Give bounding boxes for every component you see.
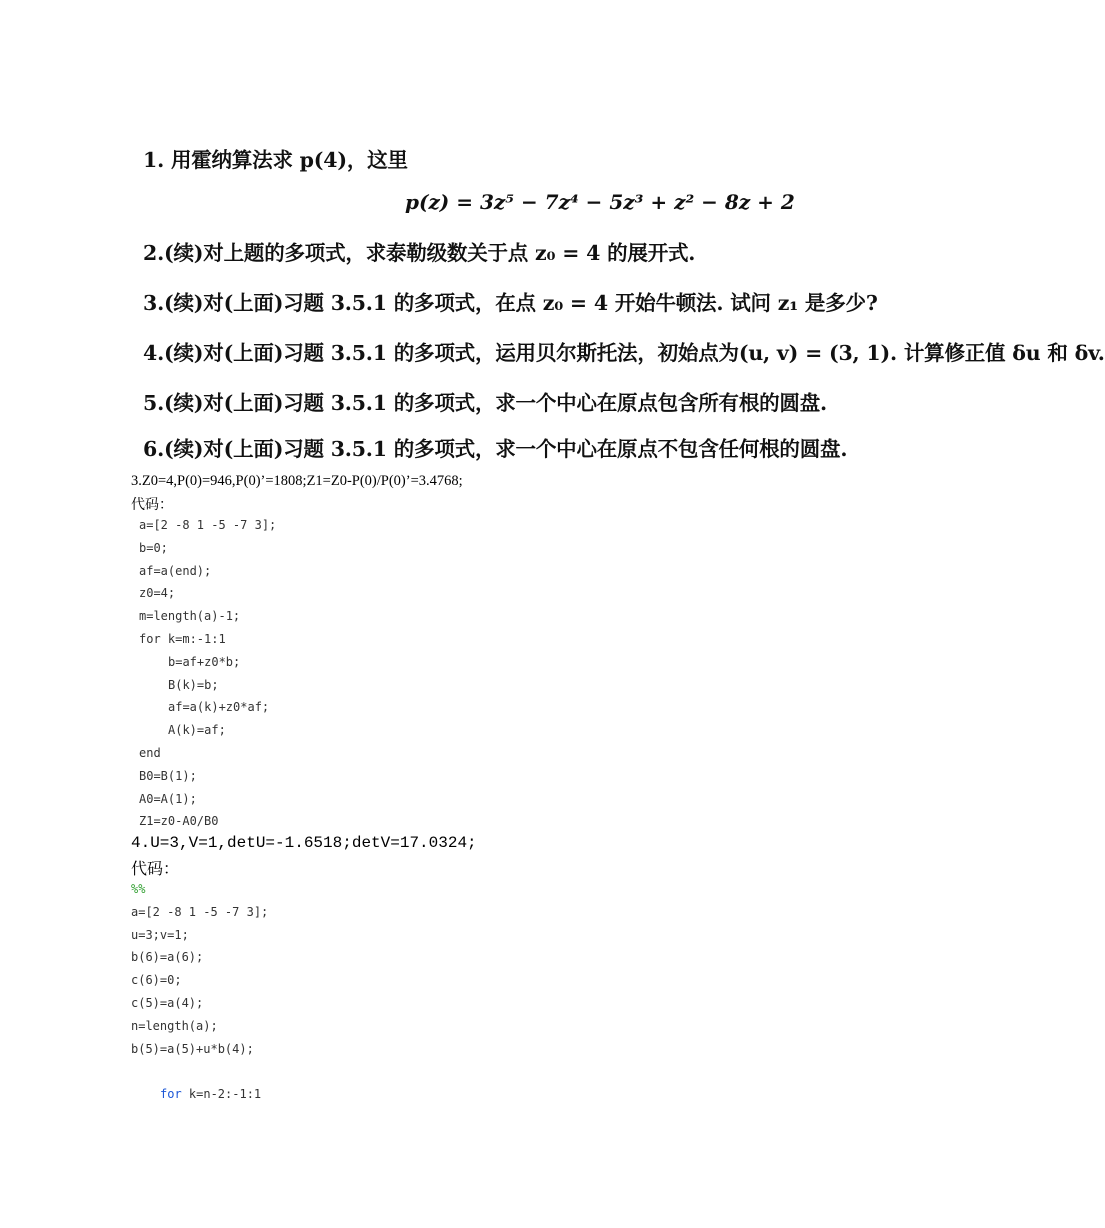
code-line: b=af+z0*b; (168, 654, 241, 669)
code-line: z0=4; (139, 586, 176, 601)
answer-3-code-block (139, 514, 276, 833)
problem-list (0, 0, 1105, 470)
answer-4-result: 4.U=3,V=1,detU=-1.6518;detV=17.0324; (131, 834, 477, 852)
problem-3: 3.(续)对(上面)习题 3.5.1 的多项式，在点 z₀ = 4 开始牛顿法. 试问 z₁ 是多少? (143, 291, 878, 315)
code-line: B0=B(1); (139, 768, 197, 783)
code-line-for (131, 1083, 268, 1106)
code-line: A0=A(1); (139, 791, 197, 806)
problem-6: 6.(续)对(上面)习题 3.5.1 的多项式，求一个中心在原点不包含任何根的圆盘. (143, 437, 848, 461)
code-line: A(k)=af; (168, 723, 226, 738)
code-line: m=length(a)-1; (139, 609, 241, 624)
code-line: n=length(a); (131, 1018, 218, 1033)
code-line: end (139, 745, 161, 760)
answer-4-code-block (131, 878, 268, 1106)
code-line: c(6)=0; (131, 973, 182, 988)
code-line: b(5)=a(5)+u*b(4); (131, 1041, 254, 1056)
code-line: b=0; (139, 540, 168, 555)
code-line: b(6)=a(6); (131, 950, 204, 965)
code-comment: %% (131, 882, 146, 896)
problem-4: 4.(续)对(上面)习题 3.5.1 的多项式，运用贝尔斯托法，初始点为(u, v) = (3, 1). 计算修正值 δu 和 δv. (143, 341, 1105, 365)
code-keyword-for: for (160, 1087, 182, 1102)
code-line: for k=m:-1:1 (139, 631, 226, 646)
code-blank-line (131, 1060, 268, 1083)
code-line: a=[2 -8 1 -5 -7 3]; (139, 518, 277, 532)
code-line: af=a(k)+z0*af; (168, 700, 270, 715)
answer-3-result: 3.Z0=4,P(0)=946,P(0)’=1808;Z1=Z0-P(0)/P(0)’=3.4768; (131, 473, 463, 489)
code-line: af=a(end); (139, 563, 212, 578)
code-line: a=[2 -8 1 -5 -7 3]; (131, 904, 269, 919)
code-line: u=3;v=1; (131, 927, 189, 942)
problem-5: 5.(续)对(上面)习题 3.5.1 的多项式，求一个中心在原点包含所有根的圆盘. (143, 391, 827, 415)
answer-4-code-label: 代码： (131, 859, 180, 878)
code-line: Z1=z0-A0/B0 (139, 814, 219, 829)
code-for-range: k=n-2:-1:1 (181, 1087, 262, 1102)
polynomial-formula: p(z) = 3z⁵ − 7z⁴ − 5z³ + z² − 8z + 2 (405, 190, 795, 214)
answer-3-code-label: 代码： (131, 497, 173, 513)
code-line: B(k)=b; (168, 677, 219, 692)
problem-2: 2.(续)对上题的多项式，求泰勒级数关于点 z₀ = 4 的展开式. (143, 241, 696, 265)
problem-1: 1. 用霍纳算法求 p(4)，这里 (143, 148, 408, 172)
code-line: c(5)=a(4); (131, 995, 204, 1010)
